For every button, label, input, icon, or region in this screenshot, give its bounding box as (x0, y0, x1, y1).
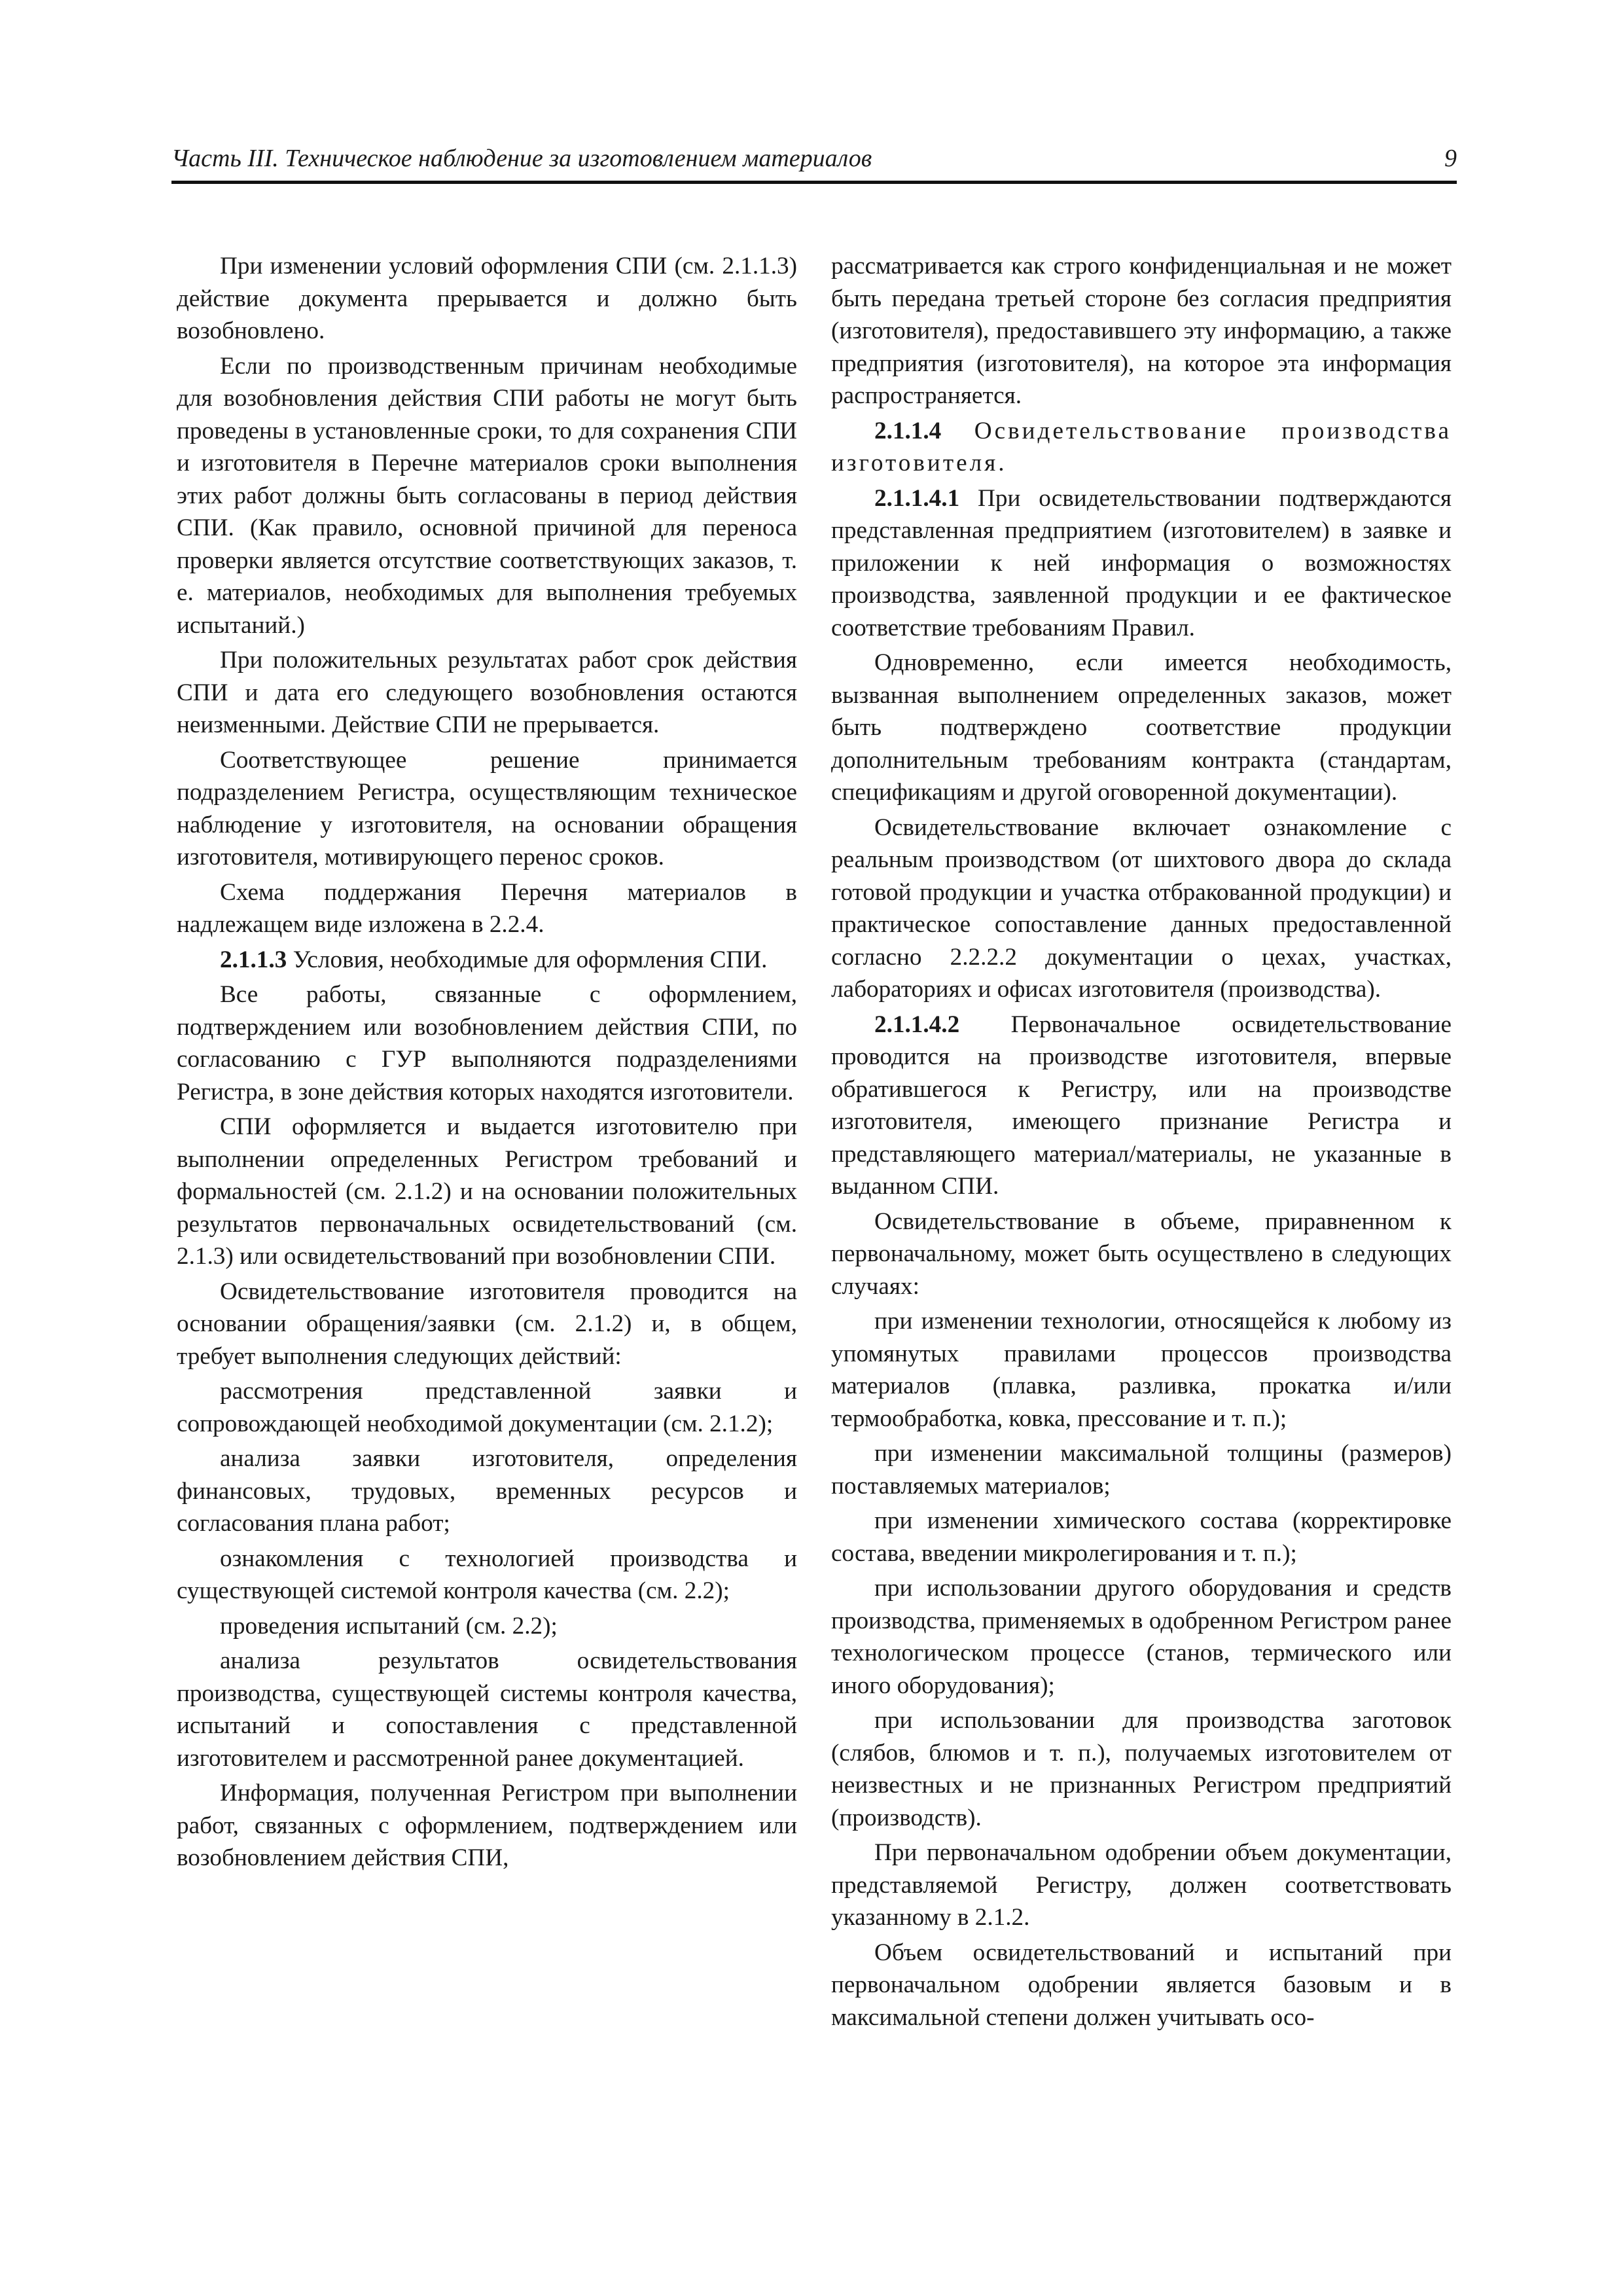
paragraph: Объем освидетельствований и испытаний при первоначальном одобрении является базовым и в максимальной степени должен учитывать осо- (831, 1939, 1452, 2031)
list-item: при использовании для производства заготовок (слябов, блюмов и т. п.), получаемых изготовителем от неизвестных и не признанных Регистром предприятий (производств). (831, 1707, 1452, 1831)
list-item: при изменении химического состава (корректировке состава, введении микролегирования и т. п.); (831, 1507, 1452, 1567)
paragraph: Одновременно, если имеется необходимость, вызванная выполнением определенных заказов, может быть подтверждено соответствие продукции дополнительным требованиям контракта (стандартам, спецификациям и другой оговоренной документации). (831, 649, 1452, 806)
paragraph: Схема поддержания Перечня материалов в надлежащем виде изложена в 2.2.4. (177, 878, 797, 938)
paragraph: Соответствующее решение принимается подразделением Регистра, осуществляющим техническое наблюдение у изготовителя, на основании обращения изготовителя, мотивирующего перенос сроков. (177, 746, 797, 870)
paragraph: Все работы, связанные с оформлением, подтверждением или возобновлением действия СПИ, по согласованию с ГУР выполняются подразделениями Регистра, в зоне действия которых находятся изготовители. (177, 981, 797, 1105)
section-number: 2.1.1.4.1 (874, 484, 960, 512)
section-number: 2.1.1.4 (874, 417, 942, 444)
list-item: при изменении технологии, относящейся к любому из упомянутых правилами процессов производства материалов (плавка, разливка, прокатка и/или термообработка, ковка, прессование и т. п.); (831, 1308, 1452, 1432)
list-item: проведения испытаний (см. 2.2); (220, 1612, 558, 1640)
paragraph: Освидетельствование изготовителя проводится на основании обращения/заявки (см. 2.1.2) и, в общем, требует выполнения следующих действий: (177, 1278, 797, 1370)
paragraph: При первоначальном одобрении объем документации, представляемой Регистру, должен соответствовать указанному в 2.1.2. (831, 1839, 1452, 1931)
paragraph: Информация, полученная Регистром при выполнении работ, связанных с оформлением, подтверждением или возобновлением действия СПИ, (177, 1780, 797, 1871)
running-title: Часть III. Техническое наблюдение за изготовлением материалов (171, 145, 872, 172)
list-item: при изменении максимальной толщины (размеров) поставляемых материалов; (831, 1440, 1452, 1499)
section-heading: Освидетельствование производства изготовителя. (831, 417, 1452, 476)
running-header (171, 139, 1457, 184)
section-number: 2.1.1.4.2 (874, 1011, 960, 1038)
paragraph: Освидетельствование включает ознакомление с реальным производством (от шихтового двора до склада готовой продукции и участка отбракованной продукции) и практическое сопоставление данных предоставленной согласно 2.2.2.2 документации о цехах, участках, лабораториях и офисах изготовителя (производства). (831, 814, 1452, 1003)
section-text: При освидетельствовании подтверждаются представленная предприятием (изготовителем) в заявке и приложении к ней информация о возможностях производства, заявленной продукции и ее фактическое соответствие требованиям Правил. (831, 484, 1452, 641)
section-paragraph (831, 415, 1452, 480)
right-column (831, 250, 1452, 2036)
page-number: 9 (1444, 145, 1457, 172)
list-item: анализа результатов освидетельствования производства, существующей системы контроля качества, испытаний и сопоставления с представленной изготовителем и рассмотренной ранее документацией. (177, 1647, 797, 1772)
list-item: рассмотрения представленной заявки и сопровождающей необходимой документации (см. 2.1.2); (177, 1378, 797, 1437)
left-column (177, 250, 797, 1877)
list-item: анализа заявки изготовителя, определения финансовых, трудовых, временных ресурсов и согласования плана работ; (177, 1445, 797, 1537)
section-paragraph (831, 1009, 1452, 1203)
list-item: при использовании другого оборудования и средств производства, применяемых в одобренном Регистром ранее технологическом процессе (станов, термического или иного оборудования); (831, 1575, 1452, 1699)
paragraph: СПИ оформляется и выдается изготовителю при выполнении определенных Регистром требований и формальностей (см. 2.1.2) и на основании положительных результатов первоначальных освидетельствований (см. 2.1.3) или освидетельствований при возобновлении СПИ. (177, 1113, 797, 1270)
section-paragraph (177, 944, 797, 977)
list-item: ознакомления с технологией производства и существующей системой контроля качества (см. 2.2); (177, 1545, 797, 1604)
paragraph: Если по производственным причинам необходимые для возобновления действия СПИ работы не могут быть проведены в установленные сроки, то для сохранения СПИ и изготовителя в Перечне материалов сроки выполнения этих работ должны быть согласованы в период действия СПИ. (Как правило, основной причиной для переноса проверки является отсутствие соответствующих заказов, т. е. материалов, необходимых для выполнения требуемых испытаний.) (177, 352, 797, 639)
section-text: Первоначальное освидетельствование проводится на производстве изготовителя, впервые обратившегося к Регистру, или на производстве изготовителя, имеющего признание Регистра и представляющего материал/материалы, не указанные в выданном СПИ. (831, 1011, 1452, 1200)
section-number: 2.1.1.3 (220, 946, 287, 973)
paragraph: При изменении условий оформления СПИ (см. 2.1.1.3) действие документа прерывается и должно быть возобновлено. (177, 253, 797, 344)
section-paragraph (831, 482, 1452, 645)
paragraph: При положительных результатах работ срок действия СПИ и дата его следующего возобновления остаются неизменными. Действие СПИ не прерывается. (177, 647, 797, 738)
paragraph: Освидетельствование в объеме, приравненном к первоначальному, может быть осуществлено в следующих случаях: (831, 1208, 1452, 1300)
section-text: Условия, необходимые для оформления СПИ. (287, 946, 768, 973)
paragraph-continuation: рассматривается как строго конфиденциальная и не может быть передана третьей стороне без согласия предприятия (изготовителя), предоставившего эту информацию, а также предприятия (изготовителя), на которое эта информация распространяется. (831, 253, 1452, 409)
